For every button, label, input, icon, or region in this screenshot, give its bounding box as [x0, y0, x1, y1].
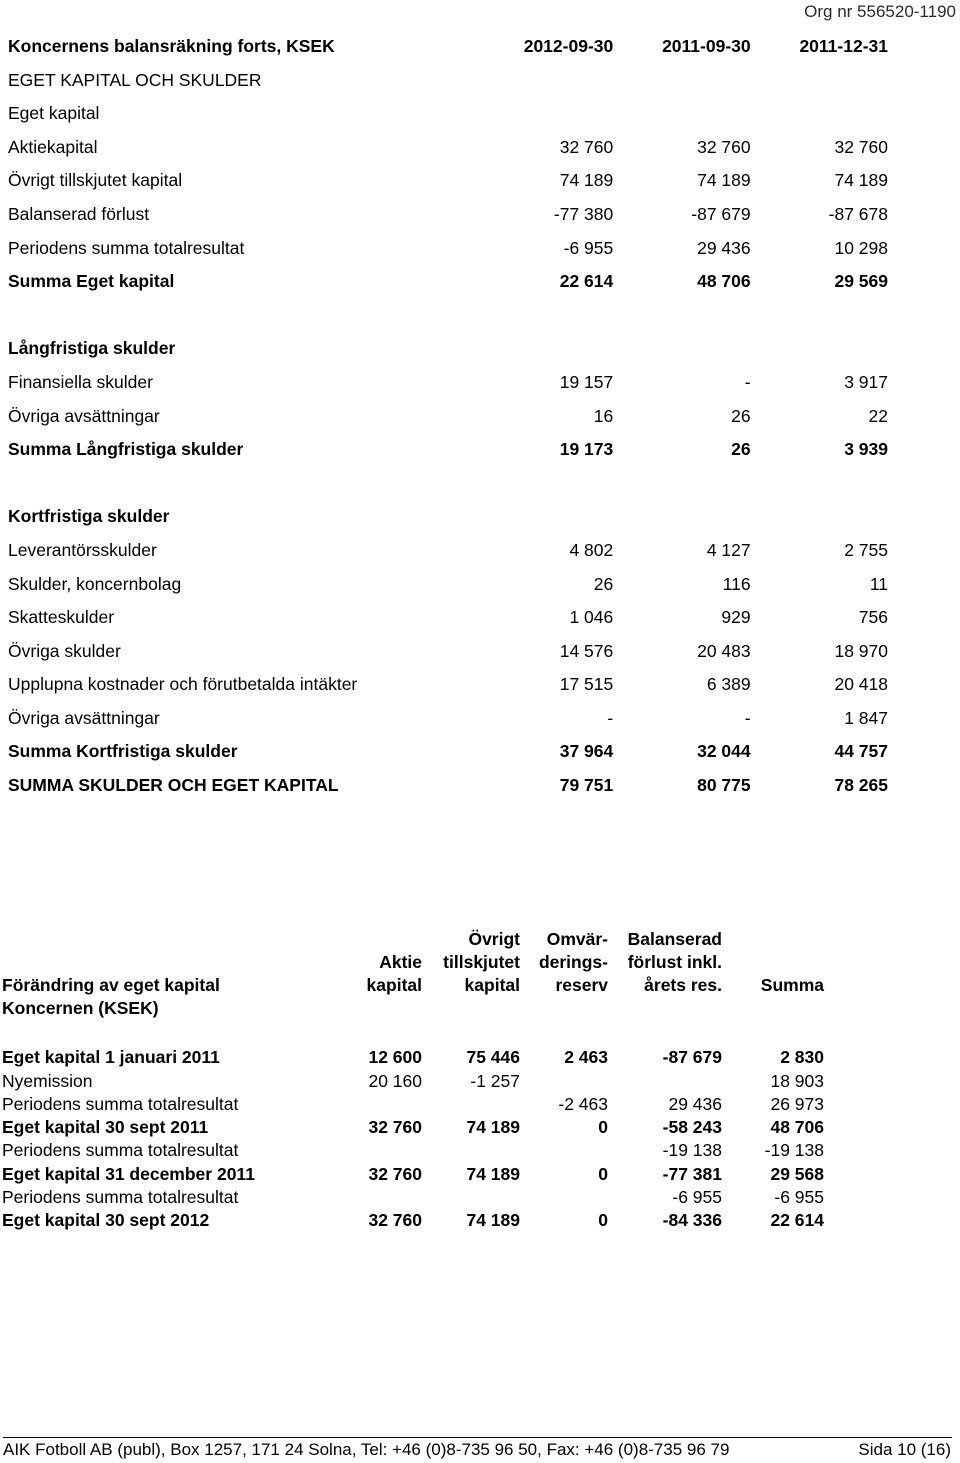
balance-sheet-header-row: [8, 30, 888, 64]
row-label: Nyemission: [2, 1070, 93, 1091]
cell-value: 12 600: [368, 1047, 422, 1068]
table-row: [8, 668, 888, 702]
cell-value: 0: [598, 1163, 608, 1184]
table-row: [8, 534, 888, 568]
cell-value: -77 380: [553, 203, 614, 224]
cell-value: 32 044: [697, 741, 751, 762]
cell-value: 19 157: [559, 371, 614, 392]
table-row: [2, 1070, 832, 1093]
cell-value: 0: [598, 1210, 608, 1231]
cell-value: -: [744, 371, 751, 392]
cell-value: [476, 467, 613, 501]
cell-value: 74 189: [466, 1163, 520, 1184]
cell-value: 26: [731, 439, 751, 460]
row-label: Periodens summa totalresultat: [8, 237, 245, 258]
table-row: [8, 400, 888, 434]
row-label: Skulder, koncernbolag: [8, 573, 182, 594]
cell-value: [422, 1186, 520, 1209]
page-footer: [3, 1440, 951, 1460]
cell-value: [613, 500, 750, 534]
row-label: Summa Kortfristiga skulder: [8, 741, 238, 762]
cell-value: [422, 1139, 520, 1162]
cell-value: [348, 1093, 422, 1116]
balance-sheet-body: [8, 64, 888, 803]
equity-change-title: Förändring av eget kapital: [2, 975, 220, 995]
cell-value: 929: [721, 607, 751, 628]
table-row: [8, 601, 888, 635]
cell-value: 17 515: [559, 674, 614, 695]
row-label: Eget kapital 1 januari 2011: [2, 1047, 220, 1068]
cell-value: -: [607, 707, 614, 728]
cell-value: 20 418: [834, 674, 888, 695]
cell-value: [476, 97, 613, 131]
cell-value: 32 760: [697, 136, 751, 157]
row-label: Aktiekapital: [8, 136, 98, 157]
cell-value: 29 436: [668, 1093, 722, 1114]
table-row: [8, 769, 888, 803]
cell-value: [751, 332, 888, 366]
row-label: Summa Eget kapital: [8, 271, 175, 292]
table-row: [2, 1093, 832, 1116]
cell-value: 32 760: [368, 1163, 422, 1184]
cell-value: 32 760: [368, 1117, 422, 1138]
cell-value: [520, 1186, 608, 1209]
row-label: Övriga skulder: [8, 640, 121, 661]
equity-change-subtitle: Koncernen (KSEK): [2, 998, 159, 1018]
row-label: EGET KAPITAL OCH SKULDER: [8, 69, 262, 90]
cell-value: [751, 64, 888, 98]
footer-address: AIK Fotboll AB (publ), Box 1257, 171 24 Solna, Tel: +46 (0)8-735 96 50, Fax: +46 (0)8-735 96 79: [3, 1440, 730, 1459]
cell-value: [613, 332, 750, 366]
row-label: Skatteskulder: [8, 607, 115, 628]
column-header: 2011-12-31: [799, 36, 888, 56]
cell-value: [476, 500, 613, 534]
cell-value: -19 138: [764, 1140, 824, 1161]
cell-value: 26 973: [770, 1093, 824, 1114]
cell-value: 4 802: [569, 539, 614, 560]
row-label: Finansiella skulder: [8, 371, 153, 392]
cell-value: 2 755: [844, 539, 888, 560]
cell-value: [608, 1070, 722, 1093]
cell-value: 74 189: [466, 1117, 520, 1138]
cell-value: 6 389: [706, 674, 751, 695]
cell-value: [348, 1186, 422, 1209]
row-label: Övriga avsättningar: [8, 405, 160, 426]
cell-value: [476, 299, 613, 333]
cell-value: 22 614: [770, 1210, 824, 1231]
cell-value: 37 964: [559, 741, 614, 762]
column-header: 2012-09-30: [523, 36, 614, 56]
cell-value: 79 751: [559, 775, 614, 796]
cell-value: [751, 467, 888, 501]
table-row: [8, 568, 888, 602]
balance-sheet-title: Koncernens balansräkning forts, KSEK: [8, 36, 335, 56]
row-label: Övrigt tillskjutet kapital: [8, 170, 183, 191]
cell-value: 0: [598, 1117, 608, 1138]
cell-value: 19 173: [559, 439, 614, 460]
cell-value: [613, 97, 750, 131]
cell-value: 14 576: [559, 640, 614, 661]
row-label: Övriga avsättningar: [8, 707, 160, 728]
cell-value: 18 970: [834, 640, 888, 661]
cell-value: 74 189: [466, 1210, 520, 1231]
cell-value: 74 189: [559, 170, 614, 191]
cell-value: -87 678: [828, 203, 888, 224]
table-row: [8, 299, 888, 333]
table-row: [2, 1046, 832, 1069]
cell-value: [613, 299, 750, 333]
table-row: [8, 232, 888, 266]
cell-value: -2 463: [558, 1093, 608, 1114]
equity-change-subtitle-row: [2, 997, 832, 1020]
cell-value: -19 138: [662, 1140, 722, 1161]
cell-value: 29 568: [770, 1163, 824, 1184]
cell-value: [476, 64, 613, 98]
cell-value: 18 903: [770, 1070, 824, 1091]
cell-value: 29 569: [834, 271, 888, 292]
cell-value: -84 336: [662, 1210, 722, 1231]
footer-divider: [3, 1437, 952, 1438]
table-row: [2, 1209, 832, 1232]
cell-value: 22: [868, 405, 888, 426]
cell-value: 29 436: [697, 237, 751, 258]
cell-value: 78 265: [834, 775, 888, 796]
cell-value: 11: [869, 573, 888, 594]
row-label: Upplupna kostnader och förutbetalda intäkter: [8, 674, 358, 695]
row-label: Balanserad förlust: [8, 203, 150, 224]
cell-value: -77 381: [662, 1163, 722, 1184]
cell-value: 20 483: [697, 640, 751, 661]
page-number: Sida 10 (16): [858, 1440, 951, 1459]
cell-value: 26: [731, 405, 751, 426]
cell-value: 16: [593, 405, 614, 426]
cell-value: [613, 64, 750, 98]
table-row: [8, 735, 888, 769]
table-row: [8, 467, 888, 501]
table-row: [8, 366, 888, 400]
cell-value: 74 189: [834, 170, 888, 191]
row-label: Eget kapital 30 sept 2012: [2, 1210, 210, 1231]
cell-value: -87 679: [662, 1047, 722, 1068]
cell-value: 756: [858, 607, 888, 628]
cell-value: 48 706: [697, 271, 751, 292]
cell-value: 2 463: [564, 1047, 608, 1068]
cell-value: 20 160: [368, 1070, 422, 1091]
equity-change-table: [2, 924, 832, 1233]
table-row: [8, 265, 888, 299]
column-header-ovrigt-tillskjutet: Övrigt tillskjutet kapital: [443, 929, 520, 995]
table-row: [2, 1139, 832, 1162]
equity-change-body: [2, 1046, 832, 1232]
column-header-balanserad-forlust: Balanserad förlust inkl. årets res.: [627, 929, 722, 995]
cell-value: [476, 332, 613, 366]
cell-value: 32 760: [559, 136, 614, 157]
cell-value: [613, 467, 750, 501]
cell-value: 22 614: [559, 271, 614, 292]
cell-value: [422, 1093, 520, 1116]
cell-value: 26: [593, 573, 614, 594]
table-row: [8, 97, 888, 131]
cell-value: [751, 97, 888, 131]
row-label: Periodens summa totalresultat: [2, 1093, 239, 1114]
cell-value: [348, 1139, 422, 1162]
row-label: SUMMA SKULDER OCH EGET KAPITAL: [8, 775, 339, 796]
table-row: [8, 332, 888, 366]
cell-value: -6 955: [774, 1187, 824, 1208]
cell-value: [751, 500, 888, 534]
cell-value: [520, 1139, 608, 1162]
table-row: [2, 1116, 832, 1139]
table-row: [2, 1186, 832, 1209]
cell-value: 44 757: [834, 741, 888, 762]
table-row: [8, 198, 888, 232]
cell-value: 4 127: [706, 539, 751, 560]
table-row: [8, 635, 888, 669]
org-number: Org nr 556520-1190: [804, 2, 956, 21]
cell-value: 3 939: [844, 439, 888, 460]
table-row: [2, 1163, 832, 1186]
table-row: [8, 131, 888, 165]
row-label: Leverantörsskulder: [8, 539, 157, 560]
row-label: Eget kapital 31 december 2011: [2, 1163, 255, 1184]
cell-value: 10 298: [834, 237, 888, 258]
column-header: 2011-09-30: [662, 36, 751, 56]
cell-value: 74 189: [697, 170, 751, 191]
cell-value: 116: [722, 573, 751, 594]
row-label: Eget kapital 30 sept 2011: [2, 1117, 209, 1138]
row-label: Summa Långfristiga skulder: [8, 439, 244, 460]
row-label: Eget kapital: [8, 103, 100, 124]
cell-value: 1 046: [569, 607, 614, 628]
table-row: [8, 433, 888, 467]
column-header-summa: Summa: [760, 975, 824, 995]
row-label: [8, 467, 476, 501]
row-label: Långfristiga skulder: [8, 338, 176, 359]
cell-value: -: [744, 707, 751, 728]
cell-value: 32 760: [368, 1210, 422, 1231]
column-header-aktiekapital: Aktie kapital: [366, 952, 422, 995]
row-label: Periodens summa totalresultat: [2, 1140, 239, 1161]
table-row: [8, 702, 888, 736]
cell-value: 2 830: [780, 1047, 824, 1068]
cell-value: -87 679: [691, 203, 751, 224]
row-label: Kortfristiga skulder: [8, 506, 170, 527]
row-label: [8, 299, 476, 333]
column-header-omvarderingsreserv: Omvär- derings- reserv: [538, 929, 608, 995]
cell-value: -1 257: [470, 1070, 520, 1091]
balance-sheet-table: [8, 30, 888, 803]
cell-value: [520, 1070, 608, 1093]
cell-value: 48 706: [770, 1117, 824, 1138]
table-row: [8, 164, 888, 198]
cell-value: 75 446: [466, 1047, 520, 1068]
cell-value: 32 760: [834, 136, 888, 157]
cell-value: -6 955: [563, 237, 614, 258]
cell-value: [751, 299, 888, 333]
equity-change-header: [2, 924, 832, 997]
table-row: [8, 64, 888, 98]
cell-value: 1 847: [844, 707, 888, 728]
row-label: Periodens summa totalresultat: [2, 1187, 239, 1208]
cell-value: 80 775: [697, 775, 751, 796]
table-row: [8, 500, 888, 534]
cell-value: -58 243: [662, 1117, 722, 1138]
cell-value: -6 955: [672, 1187, 722, 1208]
cell-value: 3 917: [844, 371, 888, 392]
